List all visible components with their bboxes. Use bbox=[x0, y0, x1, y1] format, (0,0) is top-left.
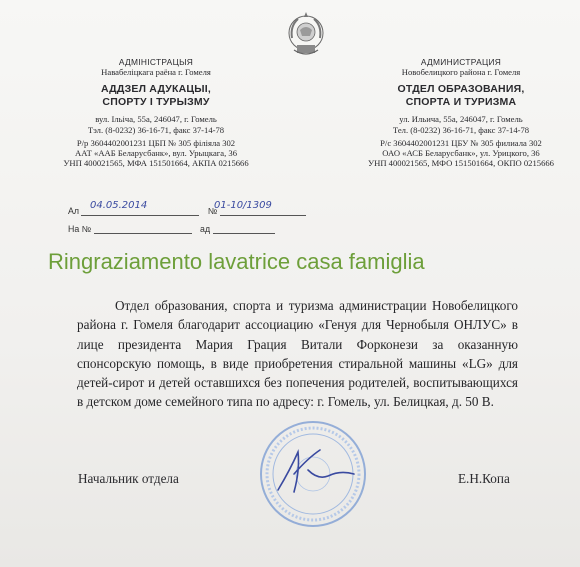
state-emblem-icon bbox=[284, 10, 328, 58]
reg-ref-from-line bbox=[213, 223, 275, 234]
header-left-ids: УНП 400021565, МФА 151501664, АКПА 0215666 bbox=[63, 158, 249, 169]
header-right-ids: УНП 400021565, МФО 151501664, ОКПО 0215666 bbox=[368, 158, 554, 169]
header-left-dept-line2: СПОРТУ І ТУРЫЗМУ bbox=[102, 95, 210, 108]
header-right-bank1: Р/с 3604402001231 ЦБУ № 305 филиала 302 bbox=[380, 137, 542, 148]
reg-number-value: 01-10/1309 bbox=[214, 200, 272, 211]
header-left-admin: АДМІНІСТРАЦЫЯ bbox=[118, 57, 194, 67]
header-left-bank2: ААТ «ААБ Беларусбанк», вул. Урыцкага, 36 bbox=[74, 148, 237, 159]
reg-date-label: Ал bbox=[68, 206, 80, 216]
signature-position: Начальник отдела bbox=[78, 471, 179, 486]
header-right-dept-line2: СПОРТА И ТУРИЗМА bbox=[405, 95, 517, 108]
reg-ref-from-label: ад bbox=[200, 224, 211, 234]
header-left-address: вул. Ільіча, 55а, 246047, г. Гомель bbox=[95, 114, 217, 125]
header-right-bank2: ОАО «АСБ Беларусбанк», ул. Урицкого, 36 bbox=[382, 148, 540, 159]
reg-number-label: № bbox=[207, 206, 218, 216]
header-left-dept-line1: АДДЗЕЛ АДУКАЦЫІ, bbox=[100, 83, 211, 96]
header-right-dept-line1: ОТДЕЛ ОБРАЗОВАНИЯ, bbox=[397, 83, 525, 96]
letter-body: Отдел образования, спорта и туризма администрации Новобелицкого района г. Гомеля благодарит ассоциацию «Генуя для Чернобыля ОНЛУС» в лице президента Мария Грация Витали Форконези за оказанную спонсорскую помощь, в виде приобретения стиральной машины «LG» для детей-сирот и детей оставшихся без попечения родителей, воспитывающихся в детском доме семейного типа по адресу: г. Гомель, ул. Белицкая, д. 50 В. bbox=[77, 298, 518, 410]
reg-date-value: 04.05.2014 bbox=[90, 200, 148, 211]
header-left-phone: Тэл. (8-0232) 36-16-71, факс 37-14-78 bbox=[87, 124, 225, 135]
header-right-admin: АДМИНИСТРАЦИЯ bbox=[420, 57, 502, 67]
header-right-district: Новобелицкого района г. Гомеля bbox=[401, 67, 521, 78]
letter-title: Ringraziamento lavatrice casa famiglia bbox=[48, 249, 425, 274]
reg-ref-line bbox=[94, 223, 192, 234]
header-left-bank1: Р/р 3604402001231 ЦБП № 305 філіяла 302 bbox=[76, 137, 236, 148]
header-right-phone: Тел. (8-0232) 36-16-71, факс 37-14-78 bbox=[392, 124, 530, 135]
header-left bbox=[56, 57, 256, 168]
reg-ref-row bbox=[68, 223, 275, 234]
signature-name: Е.Н.Копа bbox=[458, 471, 510, 486]
reg-ref-label: На № bbox=[68, 224, 92, 234]
header-left-district: Навабеліцкага раёна г. Гомеля bbox=[101, 67, 211, 78]
header-right-address: ул. Ильича, 55а, 246047, г. Гомель bbox=[399, 114, 523, 125]
handwritten-signature-icon bbox=[268, 440, 358, 500]
header-right bbox=[356, 57, 566, 168]
